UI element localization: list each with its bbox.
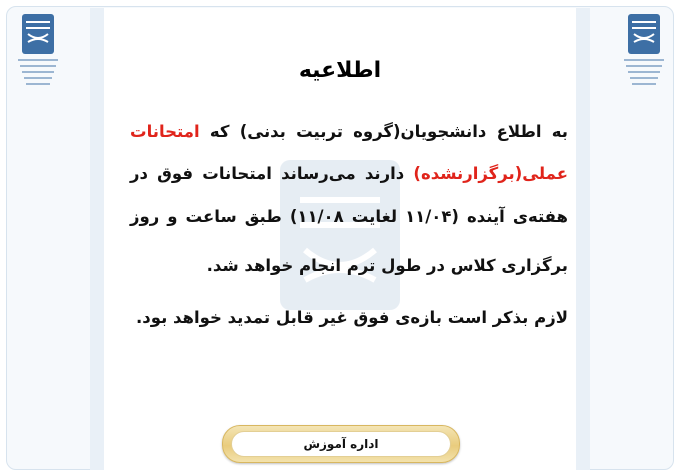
body-line-2 bbox=[130, 164, 568, 183]
body-line-3 bbox=[130, 207, 568, 226]
body-text: برگزاری کلاس در طول ترم انجام خواهد شد. bbox=[206, 256, 568, 275]
body-line-4 bbox=[130, 256, 568, 275]
highlight-text: امتحانات bbox=[130, 122, 200, 141]
note-line bbox=[130, 308, 568, 327]
note-text: لازم بذکر است بازه‌ی فوق غیر قابل تمدید خواهد بود. bbox=[135, 308, 568, 327]
body-text: به اطلاع دانشجویان(گروه تربیت بدنی) که bbox=[199, 122, 568, 141]
body-line-1 bbox=[130, 122, 568, 141]
notice-title: اطلاعیه bbox=[298, 58, 382, 83]
highlight-text: عملی(برگزارنشده) bbox=[413, 164, 568, 183]
body-text: هفته‌ی آینده (۱۱/۰۴ لغایت ۱۱/۰۸) طبق ساعت و روز bbox=[130, 207, 568, 226]
body-text: دارند می‌رساند امتحانات فوق در bbox=[130, 164, 414, 183]
office-label-box bbox=[222, 425, 460, 463]
office-label: اداره آموزش bbox=[231, 431, 451, 457]
